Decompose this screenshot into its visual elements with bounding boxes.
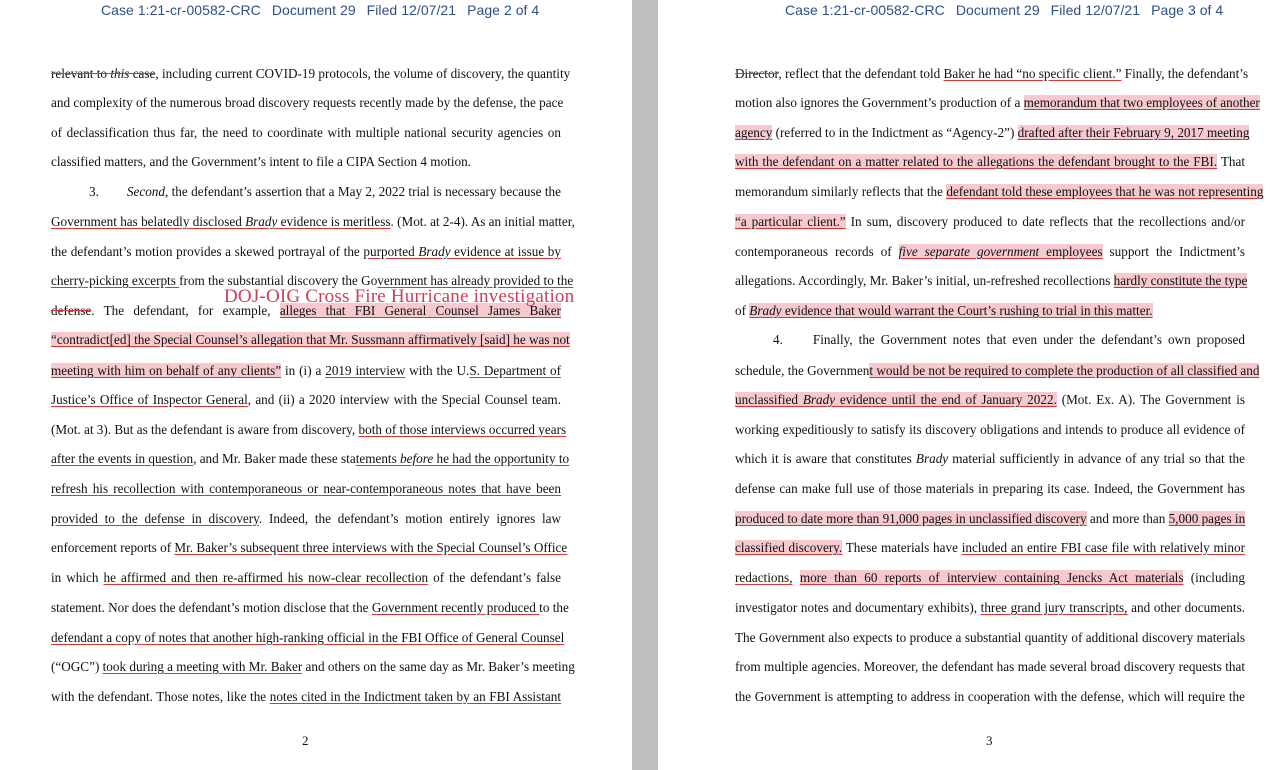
page-number: 3 [986,733,993,748]
page-header [785,2,1234,20]
text-line: working expeditiously to satisfy its discovery obligations and intends to produce all evidence of [735,422,1245,437]
text-line: (Mot. at 3). But as the defendant is aware from discovery, both of those interviews occurred years [51,422,567,437]
handwritten-annotation: DOJ-OIG Cross Fire Hurricane investigation [224,286,575,307]
text-line: allegations. Accordingly, Mr. Baker’s initial, un-refreshed recollections hardly constitute the type [735,273,1248,288]
filed-date: Filed 12/07/21 [1050,2,1141,18]
text-line: cherry-picking excerpts from the substantial discovery the Government has already provided to the [51,273,574,288]
text-line: with the defendant on a matter related to the allegations the defendant brought to the FBI. That [735,154,1245,169]
page-indicator: Page 3 of 4 [1151,2,1224,18]
paragraph-start: 4. Finally, the Government notes that even under the defendant’s own proposed [773,332,1245,347]
text-line: which it is aware that constitutes Brady material sufficiently in advance of any trial so that the [735,451,1245,466]
text-line: enforcement reports of Mr. Baker’s subsequent three interviews with the Special Counsel’s Office [51,540,568,555]
text-line: memorandum similarly reflects that the defendant told these employees that he was not representing [735,184,1264,199]
text-line: redactions, more than 60 reports of interview containing Jencks Act materials (including [735,570,1245,585]
text-line: after the events in question, and Mr. Baker made these statements before he had the opportunity to [51,451,570,466]
text-line: statement. Nor does the defendant’s motion disclose that the Government recently produced to the [51,600,569,615]
text-line: of Brady evidence that would warrant the Court’s rushing to trial in this matter. [735,303,1153,318]
text-line: The Government also expects to produce a substantial quantity of additional discovery materials [735,630,1245,645]
page-number: 2 [302,733,309,748]
text-line: contemporaneous records of five separate government employees support the Indictment’s [735,244,1245,259]
document-number: Document 29 [271,2,356,18]
text-line: defense can make full use of those materials in preparing its case. Indeed, the Government has [735,481,1245,496]
text-line: meeting with him on behalf of any clients” in (i) a 2019 interview with the U.S. Department of [51,363,561,378]
text-line: Director, reflect that the defendant told Baker he had “no specific client.” Finally, the defendant’s [735,66,1249,81]
case-number: Case 1:21-cr-00582-CRC [101,2,261,18]
text-line: “contradict[ed] the Special Counsel’s allegation that Mr. Sussmann affirmatively [said] he was not [51,332,570,347]
text-line: and complexity of the numerous broad discovery requests recently made by the defense, the pace [51,95,564,110]
text-line: with the defendant. Those notes, like the notes cited in the Indictment taken by an FBI Assistant [51,689,561,704]
text-line: from multiple agencies. Moreover, the defendant has made several broad discovery requests that [735,659,1245,674]
text-line: relevant to this case, including current COVID-19 protocols, the volume of discovery, the quantity [51,66,571,81]
text-line: classified matters, and the Government’s intent to file a CIPA Section 4 motion. [51,154,471,169]
document-number: Document 29 [955,2,1040,18]
text-line: defendant a copy of notes that another high-ranking official in the FBI Office of General Counsel [51,630,565,645]
text-line: agency (referred to in the Indictment as “Agency-2”) drafted after their February 9, 2017 meeting [735,125,1250,140]
text-line: defense. The defendant, for example, alleges that FBI General Counsel James Baker [51,303,561,318]
text-line: (“OGC”) took during a meeting with Mr. Baker and others on the same day as Mr. Baker’s meeting [51,659,575,674]
text-line: provided to the defense in discovery. Indeed, the defendant’s motion entirely ignores law [51,511,561,526]
text-line: investigator notes and documentary exhibits), three grand jury transcripts, and other documents. [735,600,1245,615]
case-number: Case 1:21-cr-00582-CRC [785,2,945,18]
text-line: schedule, the Government would be not be required to complete the production of all classified and [735,363,1260,378]
page-indicator: Page 2 of 4 [467,2,540,18]
text-line: refresh his recollection with contemporaneous or near-contemporaneous notes that have been [51,481,561,496]
page-gutter [632,0,658,770]
paragraph-start: 3. Second, the defendant’s assertion that a May 2, 2022 trial is necessary because the [89,184,561,199]
page-header [101,2,550,20]
text-line: in which he affirmed and then re-affirmed his now-clear recollection of the defendant’s false [51,570,561,585]
page-left [0,0,632,770]
text-line: classified discovery. These materials have included an entire FBI case file with relatively minor [735,540,1245,555]
text-line: produced to date more than 91,000 pages in unclassified discovery and more than 5,000 pages in [735,511,1246,526]
text-line: of declassification thus far, the need to coordinate with multiple national security agencies on [51,125,561,140]
text-line: motion also ignores the Government’s production of a memorandum that two employees of another [735,95,1260,110]
text-line: Government has belatedly disclosed Brady evidence is meritless. (Mot. at 2-4). As an initial matter, [51,214,575,229]
filed-date: Filed 12/07/21 [366,2,457,18]
text-line: the Government is attempting to address in cooperation with the defense, which will require the [735,689,1245,704]
text-line: Justice’s Office of Inspector General, and (ii) a 2020 interview with the Special Counsel team. [51,392,561,407]
text-line: the defendant’s motion provides a skewed portrayal of the purported Brady evidence at issue by [51,244,561,259]
text-line: “a particular client.” In sum, discovery produced to date reflects that the recollections and/or [735,214,1246,229]
page-right [658,0,1280,770]
text-line: unclassified Brady evidence until the end of January 2022. (Mot. Ex. A). The Government is [735,392,1245,407]
